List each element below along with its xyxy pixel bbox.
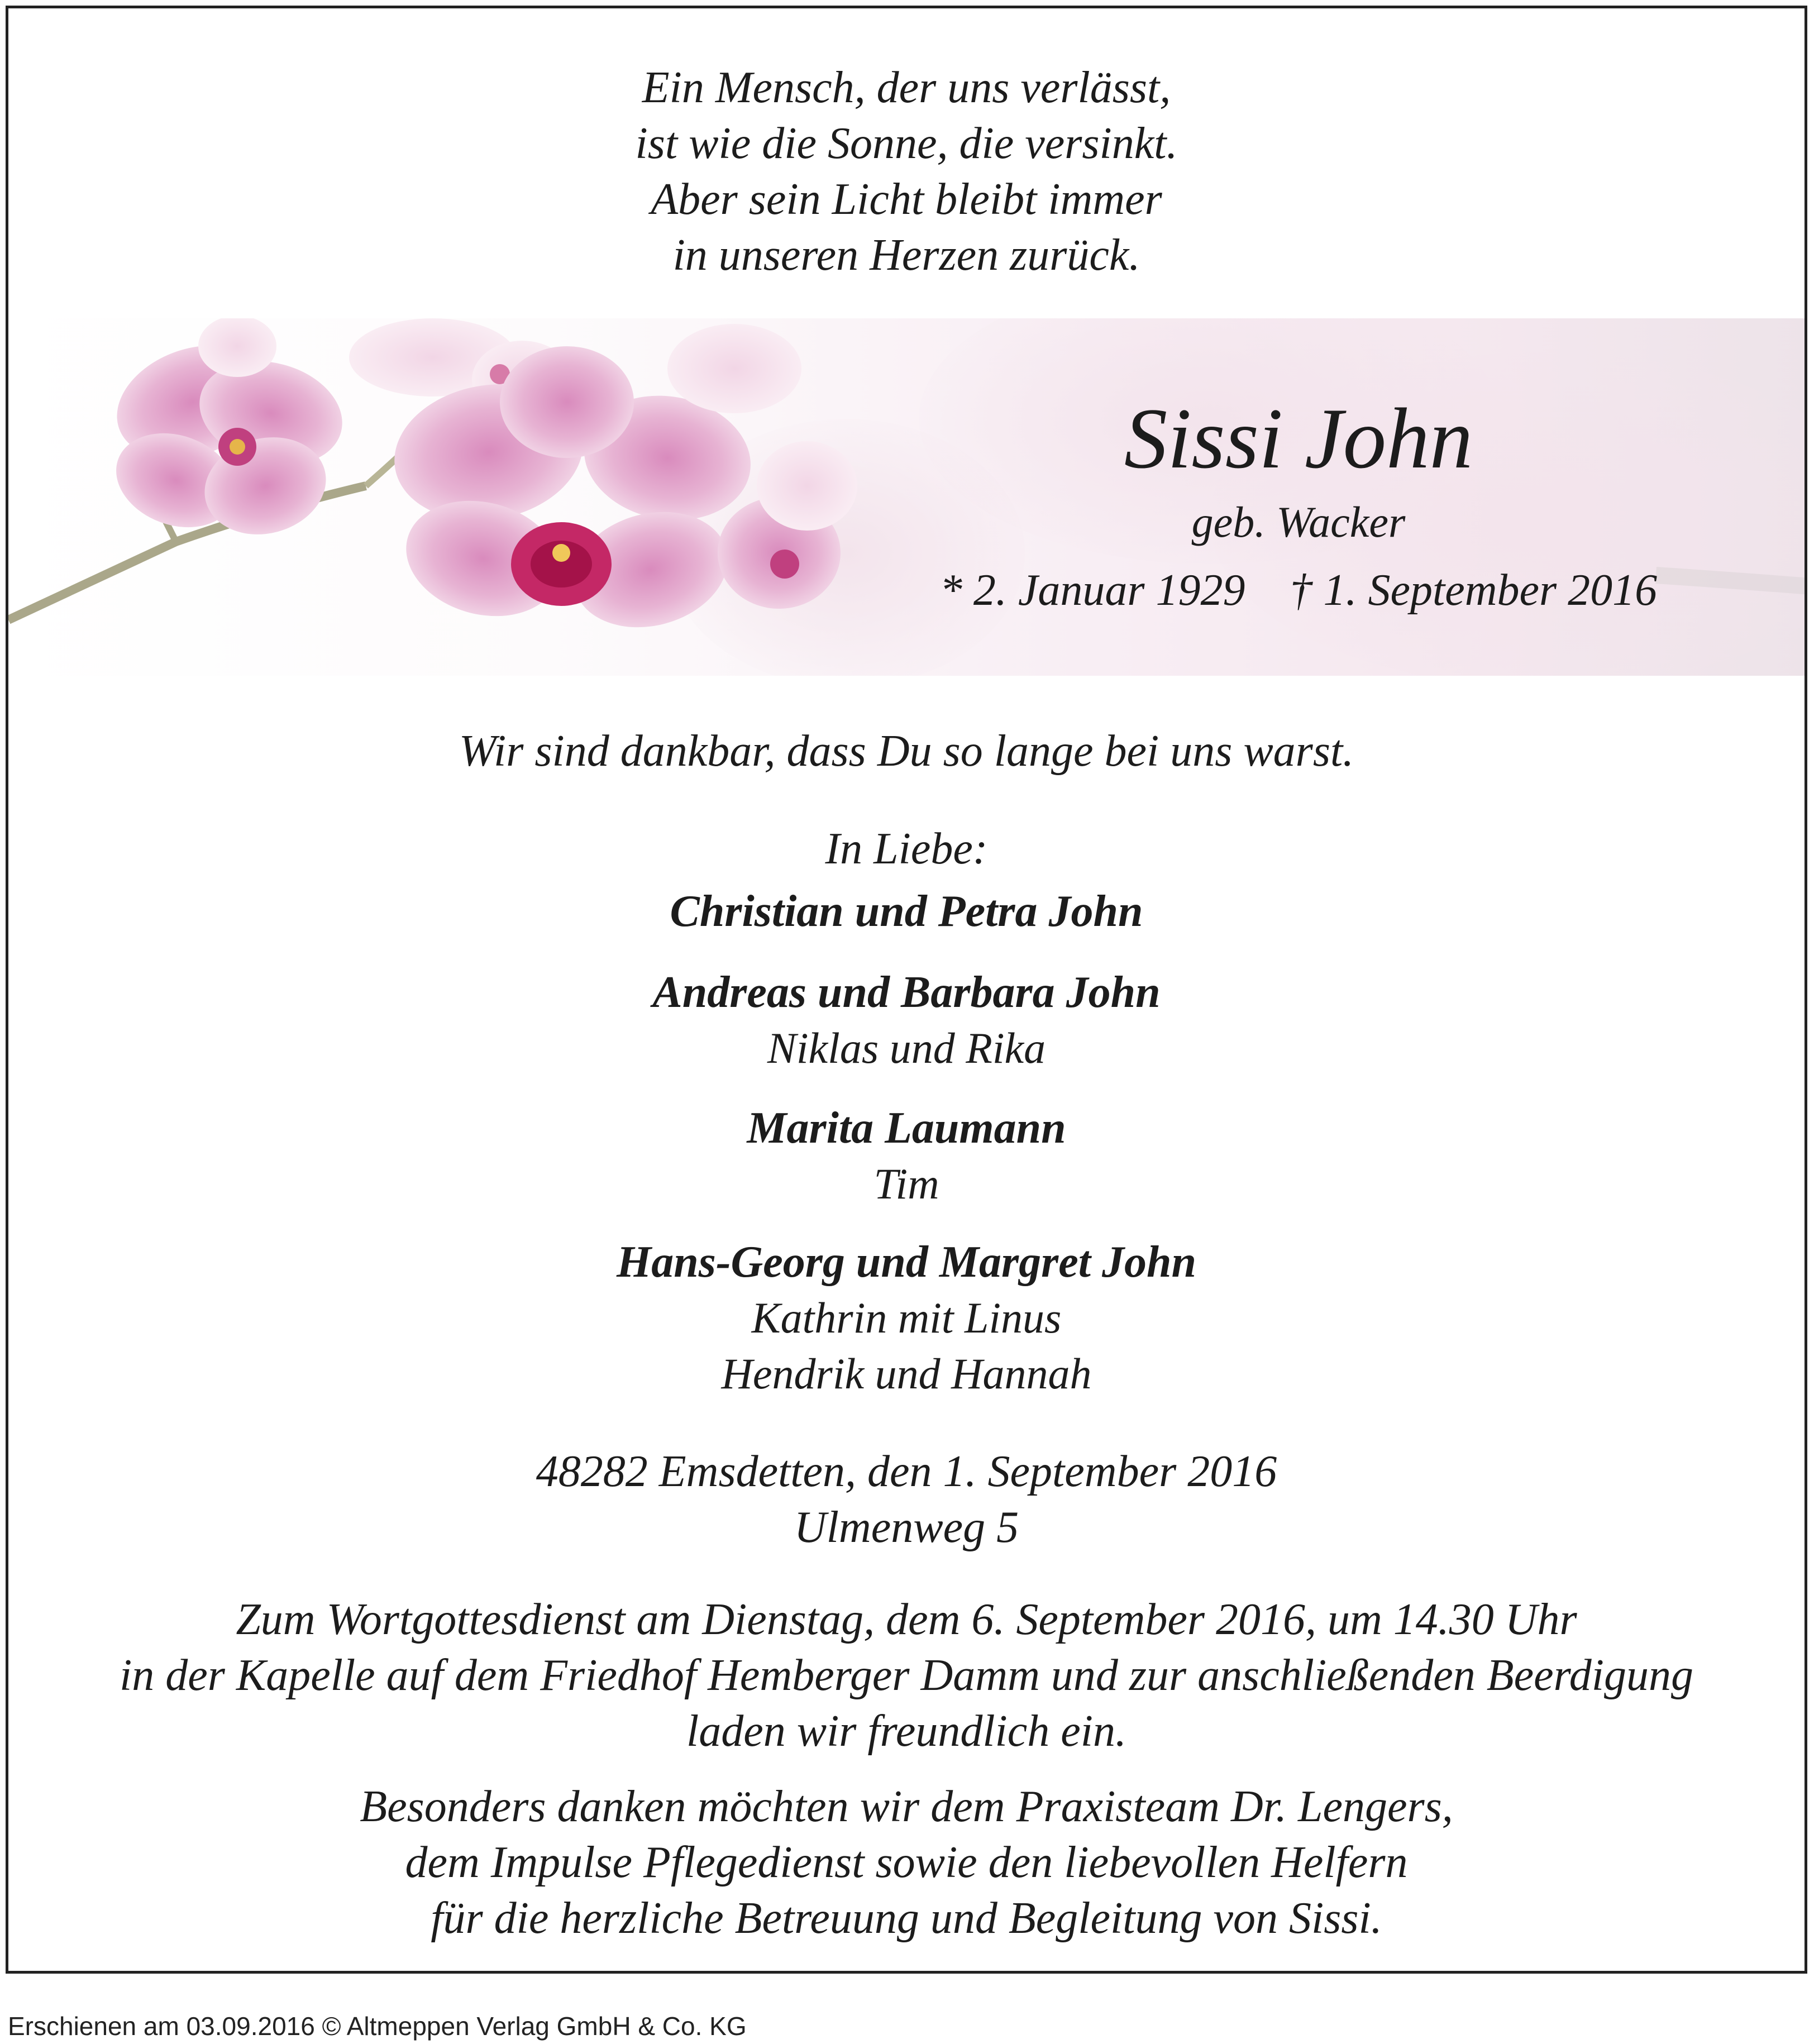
- service-line: laden wir freundlich ein.: [686, 1707, 1127, 1756]
- closing-line: dem Impulse Pflegedienst sowie den liebevollen Helfern: [405, 1838, 1408, 1887]
- family-sub: Niklas und Rika: [767, 1024, 1046, 1072]
- closing-line: für die herzliche Betreuung und Begleitung von Sissi.: [431, 1894, 1382, 1943]
- family-sub: Tim: [873, 1159, 939, 1208]
- poem-line: in unseren Herzen zurück.: [672, 231, 1140, 280]
- service-notice: [8, 1592, 1805, 1759]
- family-group: [8, 1234, 1805, 1402]
- family-main: Christian und Petra John: [670, 887, 1143, 936]
- service-line: Zum Wortgottesdienst am Dienstag, dem 6. September 2016, um 14.30 Uhr: [236, 1595, 1577, 1644]
- poem-line: Ein Mensch, der uns verlässt,: [642, 63, 1171, 112]
- orchid-banner: [8, 318, 1807, 676]
- deceased-name: Sissi John: [1124, 390, 1473, 486]
- family-sub: Hendrik und Hannah: [721, 1349, 1092, 1398]
- poem-line: ist wie die Sonne, die versinkt.: [635, 119, 1178, 168]
- family-group: [8, 964, 1805, 1076]
- family-group: [8, 1100, 1805, 1212]
- maiden-name: geb. Wacker: [1191, 498, 1406, 546]
- life-dates: [896, 564, 1701, 617]
- obituary-frame: [6, 6, 1807, 1974]
- family-main: Andreas und Barbara John: [652, 968, 1161, 1017]
- poem-line: Aber sein Licht bleibt immer: [651, 175, 1162, 224]
- address-block: [8, 1444, 1805, 1555]
- family-main: Hans-Georg und Margret John: [616, 1238, 1196, 1287]
- closing-line: Besonders danken möchten wir dem Praxisteam Dr. Lengers,: [360, 1782, 1453, 1831]
- family-main: Marita Laumann: [747, 1104, 1066, 1153]
- orchid-flower: [101, 318, 354, 548]
- family-sub: Kathrin mit Linus: [751, 1293, 1062, 1342]
- service-line: in der Kapelle auf dem Friedhof Hemberger Damm und zur anschließenden Beerdigung: [119, 1651, 1693, 1700]
- in-love-label: In Liebe:: [825, 824, 988, 873]
- family-group: [8, 883, 1805, 939]
- publication-footer: Erschienen am 03.09.2016 © Altmeppen Verlag GmbH & Co. KG: [8, 2012, 747, 2041]
- closing-thanks: [8, 1779, 1805, 1946]
- place-date: 48282 Emsdetten, den 1. September 2016: [536, 1447, 1277, 1496]
- death-date: † 1. September 2016: [1290, 566, 1658, 615]
- street: Ulmenweg 5: [794, 1503, 1019, 1552]
- poem: [8, 60, 1805, 283]
- birth-date: * 2. Januar 1929: [939, 566, 1245, 615]
- gratitude-line: Wir sind dankbar, dass Du so lange bei uns warst.: [459, 727, 1354, 776]
